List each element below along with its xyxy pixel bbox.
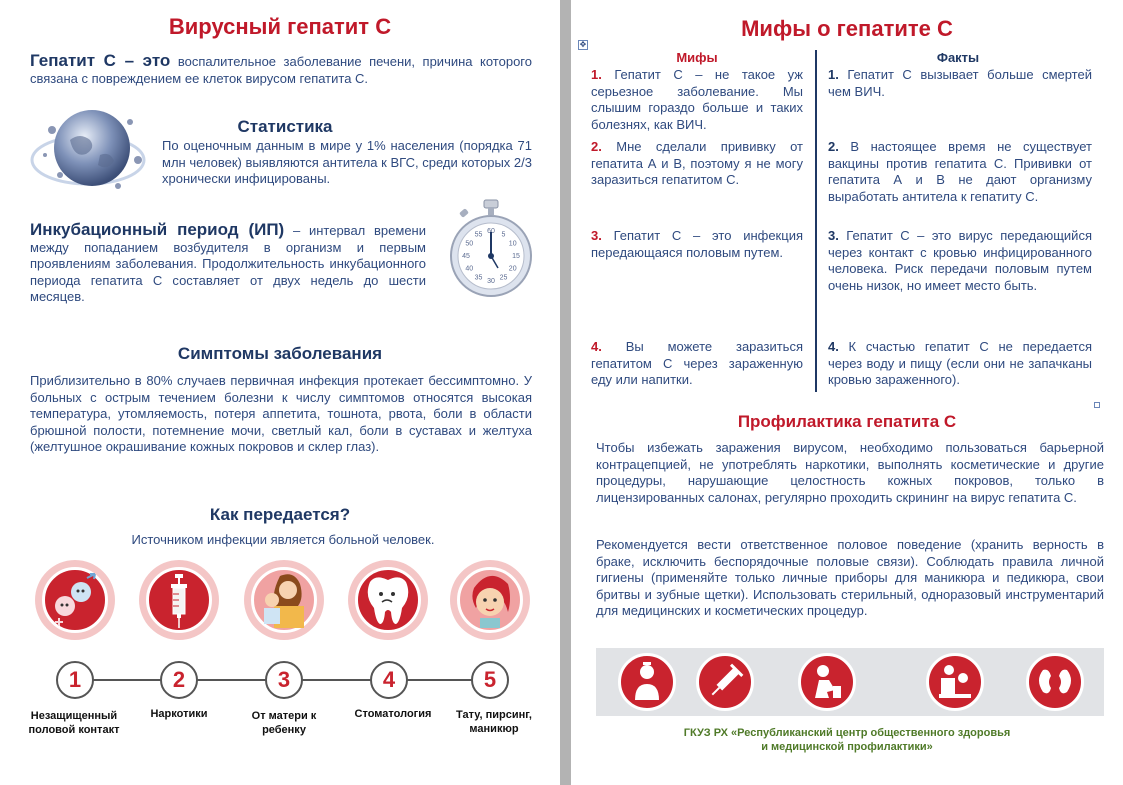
stopwatch-number: 25 (499, 274, 508, 282)
route-2-number: 2 (160, 661, 198, 699)
myths-facts-divider (815, 50, 817, 392)
syringe-icon (151, 570, 207, 630)
nurse-icon (618, 653, 676, 711)
mother-child-icon (254, 568, 314, 632)
fact-4: 4. К счастью гепатит С не передается через воду и пищу (если они не запачканы кровью зараженного). (828, 339, 1092, 387)
piercing-face-icon (460, 568, 520, 632)
prevention-paragraph-2: Рекомендуется вести ответственное половое поведение (хранить верность в браке, исключить беспорядочные половые связи). Соблюдать правила личной гигиены (применяйте только личные приборы для маникюра и педикюра, свои бритвы и зубные щетки). Использовать стерильный, одноразовый инструментарий для медицинских и косметических процедур. (596, 537, 1104, 618)
table-move-handle[interactable]: ✥ (579, 40, 587, 49)
stopwatch-number: 30 (487, 278, 495, 285)
transmission-infographic (26, 552, 534, 700)
stopwatch-number: 40 (465, 265, 474, 273)
left-page (0, 0, 560, 785)
route-5-circle (450, 560, 530, 640)
right-page (571, 0, 1123, 785)
route-4-circle (348, 560, 428, 640)
prevention-heading: Профилактика гепатита С (737, 412, 957, 431)
footer-line-1: ГКУЗ РХ «Республиканский центр общественного здоровья (683, 727, 1011, 739)
incubation-paragraph (30, 222, 426, 306)
facts-header: Факты (936, 50, 980, 65)
stopwatch-number: 50 (465, 240, 474, 248)
definition-term: Гепатит С – это (30, 51, 171, 70)
statistics-heading: Статистика (237, 117, 333, 136)
stopwatch-number: 45 (462, 253, 470, 260)
footer-organization (571, 726, 1123, 754)
route-3-number: 3 (265, 661, 303, 699)
route-5-label: Тату, пирсинг, маникюр (456, 709, 532, 735)
syringe-icon-2 (696, 653, 754, 711)
stopwatch-number: 10 (508, 240, 517, 248)
couple-icon (47, 572, 103, 628)
incubation-term: Инкубационный период (ИП) (30, 220, 285, 239)
myth-2: 2. Мне сделали прививку от гепатита А и В, поэтому я не могу заразиться гепатитом С. (591, 139, 803, 187)
route-1-number: 1 (56, 661, 94, 699)
stopwatch-number: 5 (501, 231, 506, 239)
globe-illustration (30, 100, 148, 195)
statistics-text: По оценочным данным в мире у 1% населения (порядка 71 млн человек) выявляются антитела к ВГС, среди которых 2/3 хронически инфицированы. (162, 138, 532, 186)
symptoms-text: Приблизительно в 80% случаев первичная инфекция протекает бессимптомно. У больных с острым течением болезни к числу симптомов относятся высокая температура, утомляемость, потеря аппетита, тошнота, рвота, боли в области брюшной полости, потемнение мочи, светлый кал, боли в суставах и желтуха (желтушное окрашивание кожных покровов и склер глаз). (30, 373, 532, 454)
route-2-label: Наркотики (150, 708, 208, 720)
fact-2: 2. В настоящее время не существует вакцины против гепатита С. Прививки от гепатита А и В не дают организму выработать антитела к гепатиту С. (828, 139, 1092, 204)
route-2-circle (139, 560, 219, 640)
stopwatch-icon (448, 198, 534, 298)
route-5-number: 5 (471, 661, 509, 699)
right-page-title: Мифы о гепатите С (741, 16, 953, 41)
myth-3: 3. Гепатит С – это инфекция передающаяся половым путем. (591, 228, 803, 260)
route-3-label: От матери к ребенку (251, 710, 317, 736)
symptoms-heading: Симптомы заболевания (177, 344, 383, 363)
prevention-icon-strip (596, 648, 1104, 716)
myth-4: 4. Вы можете заразиться гепатитом С через зараженную еду или напитки. (591, 339, 803, 387)
route-1-label: Незащищенный половой контакт (28, 710, 120, 736)
stopwatch-number: 60 (487, 228, 495, 235)
route-4-label: Стоматология (354, 708, 432, 720)
definition-paragraph (30, 53, 532, 87)
fact-3: 3. Гепатит С – это вирус передающийся через контакт с кровью инфицированного человека. Риск передачи половым путем очень низок, но имеет место быть. (828, 228, 1092, 293)
stopwatch-number: 15 (512, 253, 520, 260)
route-3-circle (244, 560, 324, 640)
route-4-number: 4 (370, 661, 408, 699)
footer-line-2: и медицинской профилактики» (761, 741, 933, 753)
myth-1: 1. Гепатит С – не такое уж серьезное заболевание. Мы слышим гораздо больше и таких болезнях, как ВИЧ. (591, 67, 803, 132)
stopwatch-number: 20 (508, 265, 517, 273)
definition-text: воспалительное заболевание печени, причина которого связана с повреждением ее клеток вирусом гепатита С. (30, 54, 532, 86)
tooth-icon (362, 572, 414, 628)
table-resize-handle[interactable] (1094, 402, 1100, 408)
prevention-paragraph-1: Чтобы избежать заражения вирусом, необходимо пользоваться барьерной контрацепцией, не употреблять наркотики, выполнять косметические и другие процедуры, нарушающие целостность кожных покровов, только в лицензированных салонах, регулярно проходить скрининг на вирус гепатита С. (596, 440, 1104, 505)
doctor-patient-icon (926, 653, 984, 711)
stopwatch-number: 55 (474, 231, 483, 239)
transmission-subtitle: Источником инфекции является больной человек. (131, 532, 435, 547)
kidneys-icon (1026, 653, 1084, 711)
thinking-person-icon (798, 653, 856, 711)
transmission-heading: Как передается? (209, 505, 351, 524)
incubation-text: – интервал времени между попаданием возбудителя в организм и первым проявлениям заболевания. Продолжительность инкубационного периода гепатита С составляет от двух недель до шести месяцев. (30, 223, 426, 304)
route-1-circle (35, 560, 115, 640)
fact-1: 1. Гепатит С вызывает больше смертей чем ВИЧ. (828, 67, 1092, 99)
myths-header: Мифы (676, 50, 718, 65)
stopwatch-number: 35 (474, 274, 483, 282)
left-page-title: Вирусный гепатит С (168, 14, 392, 39)
